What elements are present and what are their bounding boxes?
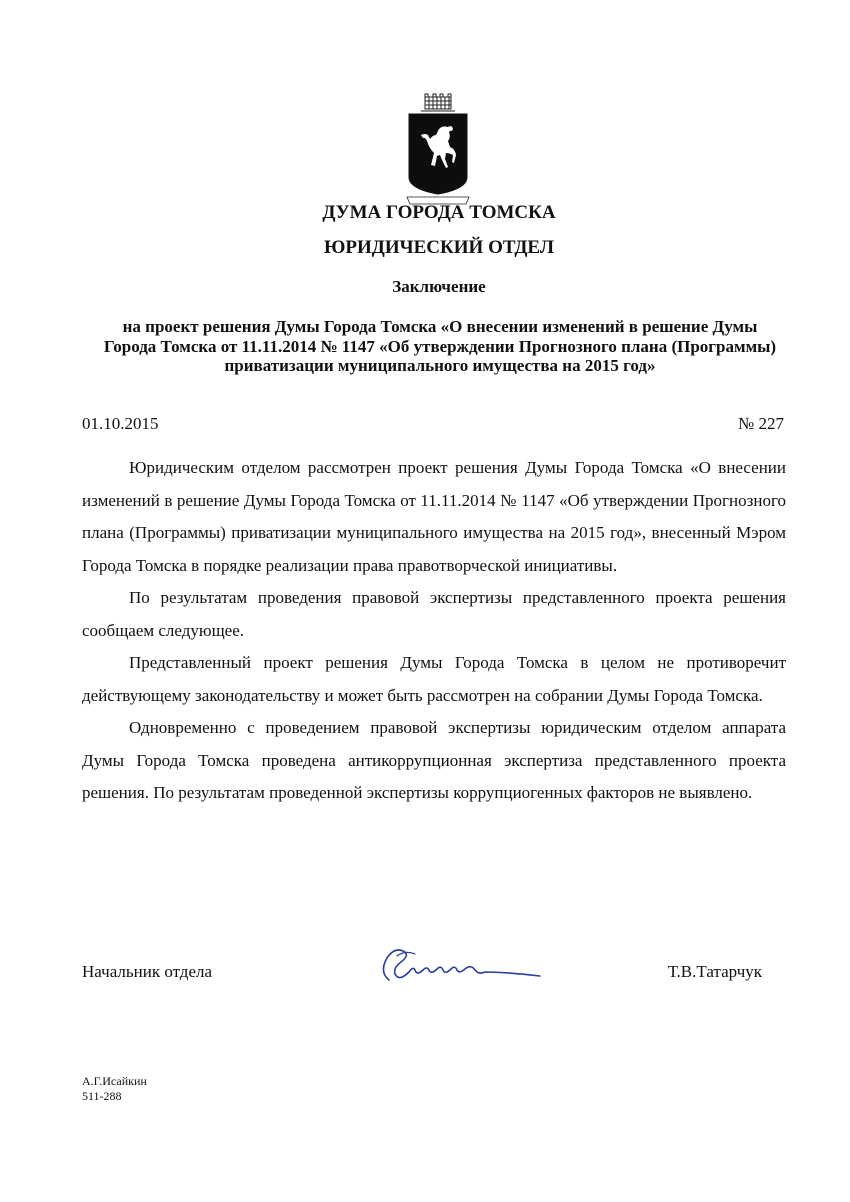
executor-phone: 511-288 (82, 1089, 122, 1103)
body-paragraph: Представленный проект решения Думы Города Томска в целом не противоречит действующему законодательству и может быть рассмотрен на собрании Думы Города Томска. (82, 653, 786, 705)
document-title: Заключение (392, 277, 486, 296)
document-body (82, 452, 786, 810)
signer-name: Т.В.Татарчук (667, 962, 762, 981)
body-paragraph: Юридическим отделом рассмотрен проект решения Думы Города Томска «О внесении изменений в решение Думы Города Томска от 11.11.2014 № 1147 «Об утверждении Прогнозного плана (Программы) приватизации муниципального имущества на 2015 год», внесенный Мэром Города Томска в порядке реализации права правотворческой инициативы. (82, 458, 786, 575)
body-paragraph: Одновременно с проведением правовой экспертизы юридическим отделом аппарата Думы Города Томска проведена антикоррупционная экспертиза представленного проекта решения. По результатам проведенной экспертизы коррупциогенных факторов не выявлено. (82, 718, 786, 802)
document-subject: на проект решения Думы Города Томска «О внесении изменений в решение Думы Города Томска от 11.11.2014 № 1147 «Об утверждении Прогнозного плана (Программы) приватизации муниципального имущества на 2015 год» (103, 317, 777, 375)
handwritten-signature-icon (375, 942, 545, 992)
document-number: № 227 (738, 414, 784, 433)
organization-name: ДУМА ГОРОДА ТОМСКА (322, 202, 556, 223)
city-coat-of-arms-icon (403, 93, 473, 205)
body-paragraph: По результатам проведения правовой экспертизы представленного проекта решения сообщаем следующее. (82, 588, 786, 640)
signer-role: Начальник отдела (82, 962, 213, 981)
department-name: ЮРИДИЧЕСКИЙ ОТДЕЛ (324, 237, 554, 258)
executor-name: А.Г.Исайкин (82, 1074, 147, 1088)
executor-info (82, 1074, 147, 1104)
document-date: 01.10.2015 (82, 414, 159, 433)
